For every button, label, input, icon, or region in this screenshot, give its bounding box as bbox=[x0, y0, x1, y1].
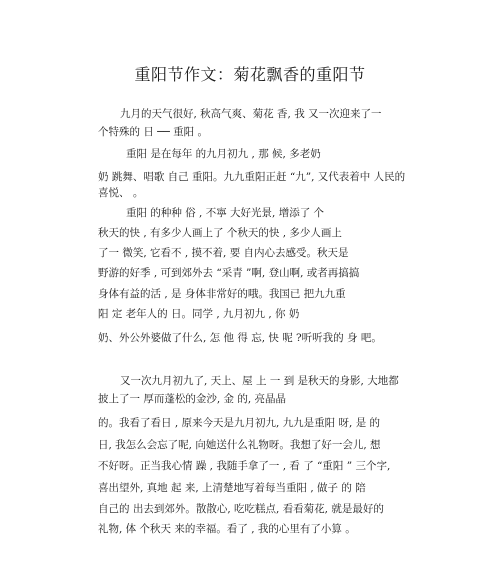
paragraph-line: 礼物, 体 个秋天 来的幸福。看了 , 我的心里有了小算 。 bbox=[98, 523, 356, 535]
paragraph-line: 奶 跳舞、唱歌 自己 重阳。九九重阳正赶 “九”, 又代表着中 人民的 bbox=[98, 171, 406, 183]
paragraph-line: 不好呀。正当我心情 躁 , 我随手拿了一 , 看 了 “重阳 ” 三个字, bbox=[98, 460, 391, 472]
paragraph-line: 自己的 出去到郊外。散散心, 吃吃糕点, 看看菊花, 就是最好的 bbox=[98, 503, 384, 515]
paragraph-line: 身体有益的活 , 是 身体非常好的哦。我国已 把九九重 bbox=[98, 288, 346, 300]
paragraph-line: 个特殊的 日 ── 重阳 。 bbox=[98, 126, 208, 138]
paragraph-line: 重阳 是在每年 的九月初九 , 那 候, 多老奶 bbox=[126, 148, 321, 160]
document-title: 重阳节作文：菊花飘香的重阳节 bbox=[134, 65, 366, 84]
paragraph-line: 奶、外公外婆做了什么, 怎 他 得 忘, 快 呢 ?听听我的 身 吧。 bbox=[98, 332, 382, 344]
paragraph-line: 了一 微笑, 它看不 , 摸不着, 要 自内心去感受。秋天是 bbox=[98, 247, 349, 259]
paragraph-line: 披上了一 厚而蓬松的金沙, 金 的, 亮晶晶 bbox=[98, 393, 287, 405]
paragraph-line: 又一次九月初九了, 天上、屋 上 一 到 是秋天的身影, 大地都 bbox=[120, 375, 399, 387]
paragraph-line: 秋天的快 , 有多少人画上了 个秋天的快 , 多少人画上 bbox=[98, 227, 342, 239]
paragraph-line: 喜出望外, 真地 起 来, 上清楚地写着每当重阳 , 做子 的 陪 bbox=[98, 482, 366, 494]
paragraph-line: 九月的天气很好, 秋高气爽、菊花 香, 我 又一次迎来了一 bbox=[120, 108, 382, 120]
paragraph-line: 阳 定 老年人的 日。同学 , 九月初九 , 你 奶 bbox=[98, 308, 300, 320]
paragraph-line: 重阳 的种种 俗 , 不寧 大好光景, 增添了 个 bbox=[126, 207, 325, 219]
paragraph-line: 的。我看了看日 , 原来今天是九月初九, 九九是重阳 呀, 是 的 bbox=[98, 417, 381, 429]
paragraph-line: 喜悦、 。 bbox=[98, 187, 144, 199]
paragraph-line: 日, 我怎么会忘了呢, 向她送什么礼物呀。我想了好一会儿, 想 bbox=[98, 439, 381, 451]
paragraph-line: 野游的好季 , 可到郊外去 “采青 ”啊, 登山啊, 或者再搞搞 bbox=[98, 267, 360, 279]
